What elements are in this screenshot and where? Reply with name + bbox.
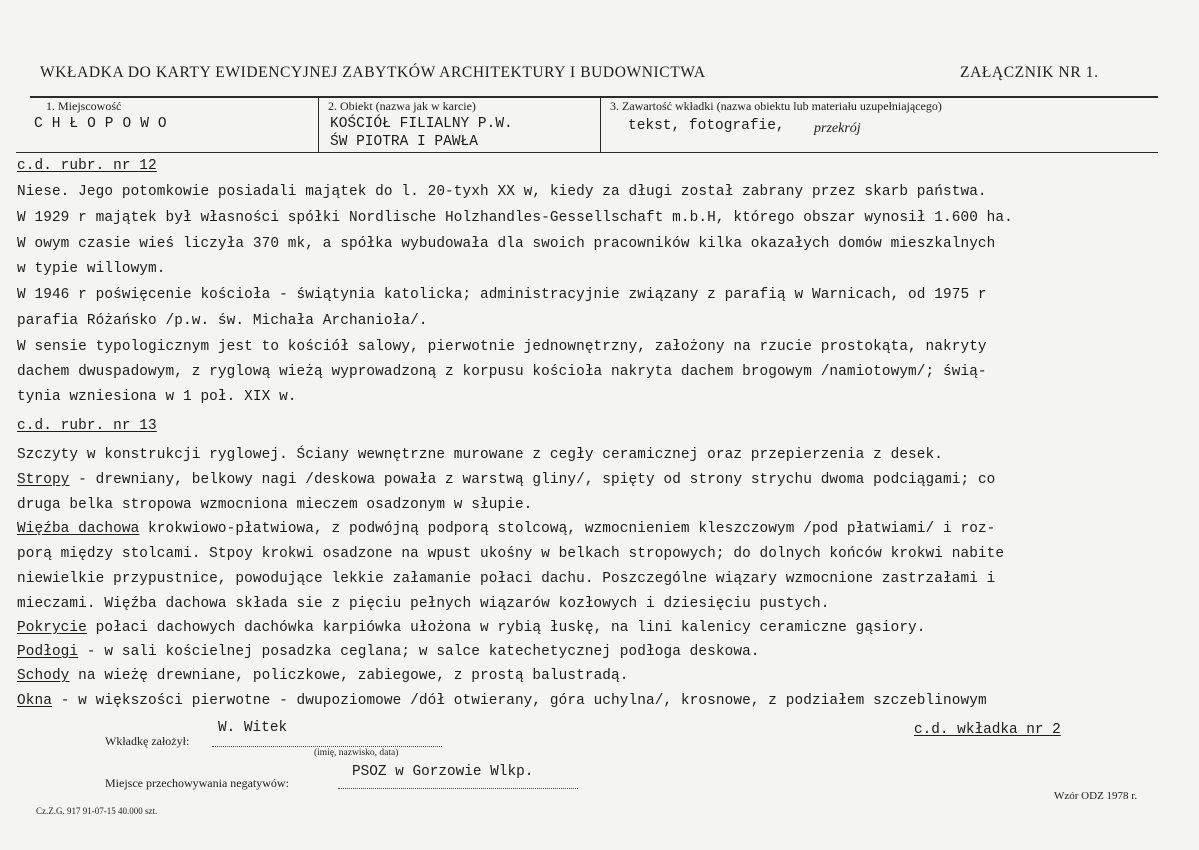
founded-by-line — [212, 746, 442, 747]
founded-by-label: Wkładkę założył: — [105, 734, 190, 748]
paragraph-text: Szczyty w konstrukcji ryglowej. Ściany wewnętrzne murowane z cegły ceramicznej oraz przepierzenia z desek. — [17, 447, 943, 463]
annex-number: ZAŁĄCZNIK NR 1. — [960, 64, 1099, 81]
section-12-line: dachem dwuspadowym, z ryglową wieżą wyprowadzoną z korpusu kościoła nakryta dachem brogowym /namiotowym/; świą- — [17, 364, 987, 380]
section-12-line: W owym czasie wieś liczyła 370 mk, a spółka wybudowała dla swoich pracowników kilka okazałych domów mieszkalnych — [17, 236, 996, 252]
paragraph-lead: Pokrycie — [17, 620, 87, 636]
paragraph-text: mieczami. Więźba dachowa składa sie z pięciu pełnych wiązarów kozłowych i dziesięciu pustych. — [17, 596, 830, 612]
section-13-line — [17, 668, 629, 684]
founded-by-caption: (imię, nazwisko, data) — [314, 748, 399, 758]
section-13-line — [17, 596, 829, 612]
paragraph-text: - drewniany, belkowy nagi /deskowa powała z warstwą gliny/, spięty od strony strychu dwoma podciągami; co — [69, 472, 996, 488]
paragraph-lead: Podłogi — [17, 644, 79, 660]
paragraph-text: połaci dachowych dachówka karpiówka ułożona w rybią łuskę, na lini kalenicy ceramiczne gąsiory. — [86, 620, 926, 636]
founded-by-value: W. Witek — [218, 720, 288, 736]
paragraph-text: krokwiowo-płatwiowa, z podwójną podporą stolcową, wzmocnieniem kleszczowym /pod płatwiami/ i roz- — [139, 521, 996, 537]
paragraph-lead: Schody — [17, 668, 70, 684]
paragraph-text: - w większości pierwotne - dwupoziomowe /dół otwierany, góra uchylna/, krosnowe, z podziałem szczeblinowym — [51, 693, 987, 709]
negatives-storage-label: Miejsce przechowywania negatywów: — [105, 776, 289, 790]
section-13-line — [17, 571, 995, 587]
section-12-line: W 1946 r poświęcenie kościoła - świątynia katolicka; administracyjnie związany z parafią w Warnicach, od 1975 r — [17, 287, 987, 303]
section-13-line — [17, 497, 532, 513]
object-label: 2. Obiekt (nazwa jak w karcie) — [328, 99, 476, 113]
section-13-line — [17, 620, 926, 636]
section-12-line: w typie willowym. — [17, 261, 166, 277]
paragraph-text: niewielkie przypustnice, powodujące lekkie załamanie połaci dachu. Poszczególne wiązary wzmocnione zastrzałami i — [17, 571, 996, 587]
section-13-line — [17, 521, 995, 537]
object-name-line1: KOŚCIÓŁ FILIALNY P.W. — [330, 116, 513, 132]
paragraph-lead: Okna — [17, 693, 52, 709]
table-divider-1 — [318, 96, 319, 152]
print-info: Cz.Z.G. 917 91-07-15 40.000 szt. — [36, 806, 158, 816]
table-divider-2 — [600, 96, 601, 152]
section-12-line: parafia Różańsko /p.w. św. Michała Archanioła/. — [17, 313, 428, 329]
card-title: WKŁADKA DO KARTY EWIDENCYJNEJ ZABYTKÓW ARCHITEKTURY I BUDOWNICTWA — [40, 64, 706, 81]
form-model: Wzór ODZ 1978 r. — [1054, 790, 1138, 802]
paragraph-text: porą między stolcami. Stpoy krokwi osadzone na wpust ukośny w belkach stropowych; do dolnych końców krokwi nabite — [17, 546, 1005, 562]
section-13-line — [17, 693, 987, 709]
object-name-line2: ŚW PIOTRA I PAWŁA — [330, 134, 478, 150]
locality-label: 1. Miejscowość — [46, 99, 122, 113]
negatives-storage-line — [338, 788, 578, 789]
section-12-line: Niese. Jego potomkowie posiadali majątek do l. 20-tyxh XX w, kiedy za długi został zabrany przez skarb państwa. — [17, 184, 987, 200]
paragraph-text: - w sali kościelnej posadzka ceglana; w salce katechetycznej podłoga deskowa. — [78, 644, 760, 660]
negatives-storage-value: PSOZ w Gorzowie Wlkp. — [352, 764, 534, 780]
locality-value: CHŁOPOWO — [34, 116, 176, 132]
section-13-line — [17, 546, 1004, 562]
paragraph-text: na wieżę drewniane, policzkowe, zabiegowe, z prostą balustradą. — [69, 668, 629, 684]
paragraph-lead: Więźba dachowa — [17, 521, 140, 537]
table-top-rule — [30, 96, 1158, 98]
section-12-line: tynia wzniesiona w 1 poł. XIX w. — [17, 389, 297, 405]
contents-value: tekst, fotografie, — [628, 118, 785, 134]
table-bottom-rule — [16, 152, 1158, 153]
section-12-heading: c.d. rubr. nr 12 — [17, 158, 157, 174]
section-13-line — [17, 472, 995, 488]
continued-insert: c.d. wkładka nr 2 — [914, 722, 1061, 738]
section-12-line: W 1929 r majątek był własności spółki Nordlische Holzhandles-Gessellschaft m.b.H, którego obszar wynosił 1.600 ha. — [17, 210, 1013, 226]
section-13-heading: c.d. rubr. nr 13 — [17, 418, 157, 434]
contents-label: 3. Zawartość wkładki (nazwa obiektu lub materiału uzupełniającego) — [610, 99, 942, 113]
section-13-line — [17, 447, 943, 463]
paragraph-text: druga belka stropowa wzmocniona mieczem osadzonym w słupie. — [17, 497, 533, 513]
section-12-line: W sensie typologicznym jest to kościół salowy, pierwotnie jednownętrzny, założony na rzucie prostokąta, nakryty — [17, 339, 987, 355]
paragraph-lead: Stropy — [17, 472, 70, 488]
contents-handwritten: przekrój — [814, 121, 861, 136]
section-13-line — [17, 644, 760, 660]
